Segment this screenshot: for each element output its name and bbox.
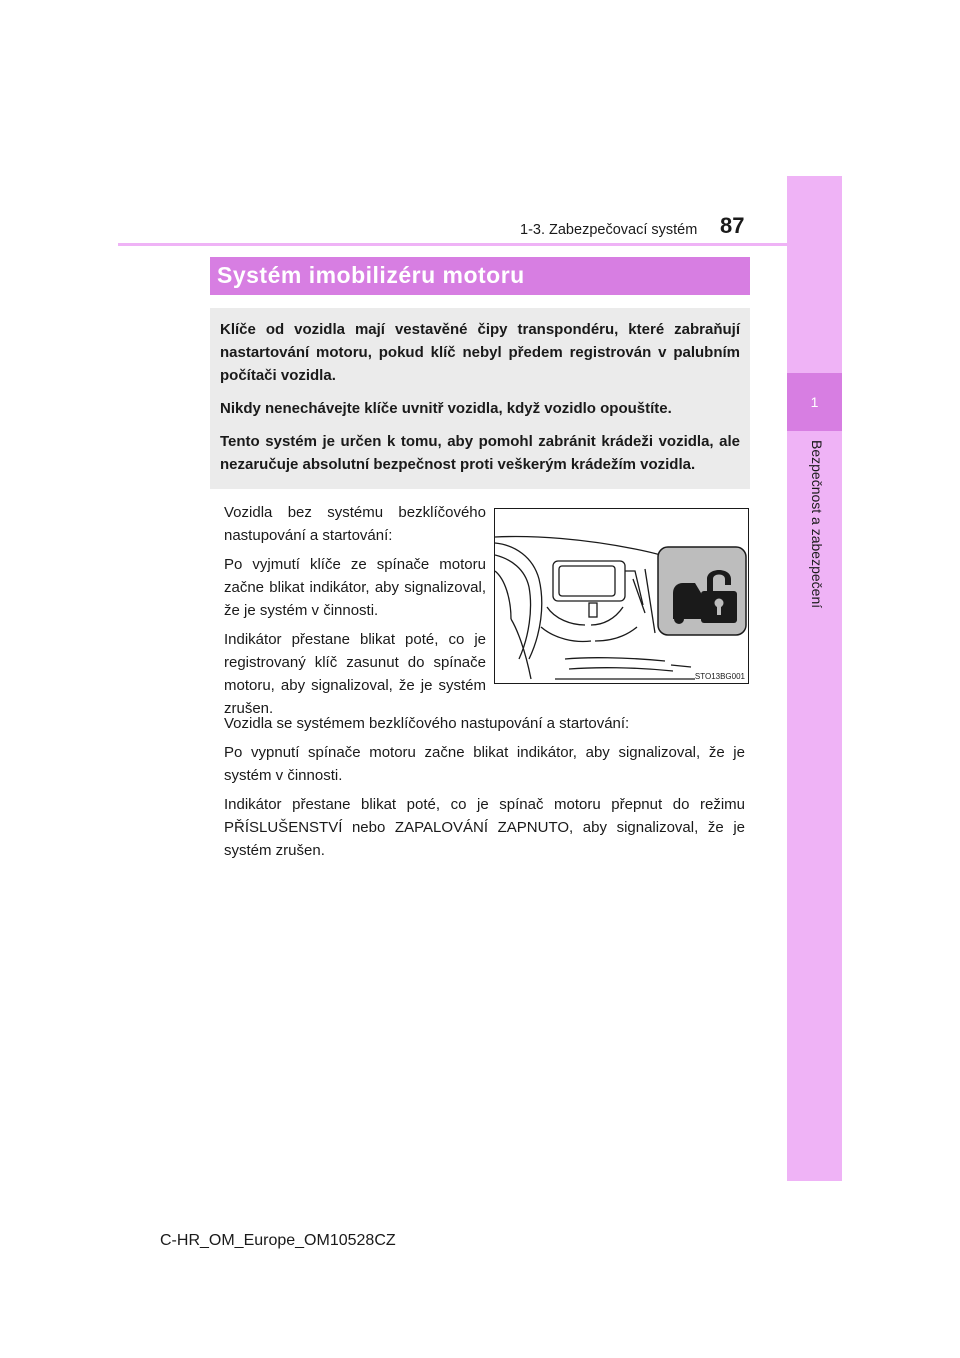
title-bar [210, 257, 750, 295]
body-paragraph: Po vypnutí spínače motoru začne blikat indikátor, aby signalizoval, že je systém v činnosti. [224, 744, 745, 784]
header-divider [118, 243, 787, 246]
body-left-column [224, 501, 486, 726]
chapter-title: Bezpečnost a zabezpečení [809, 440, 825, 609]
body-full-column [224, 712, 745, 868]
chapter-number: 1 [810, 394, 819, 410]
intro-paragraph: Klíče od vozidla mají vestavěné čipy transpondéru, které zabraňují nastartování motoru, pokud klíč nebyl předem registrován v palubním počítači vozidla. [220, 321, 740, 384]
body-paragraph: Vozidla bez systému bezklíčového nastupování a startování: [224, 504, 486, 544]
page-title: Systém imobilizéru motoru [217, 262, 525, 288]
section-title: 1-3. Zabezpečovací systém [520, 222, 698, 238]
figure-code: STO13BG001 [694, 672, 745, 681]
chapter-side-tab [787, 176, 842, 1181]
dashboard-illustration [494, 508, 749, 684]
intro-paragraph: Nikdy nenechávejte klíče uvnitř vozidla, když vozidlo opouštíte. [220, 400, 672, 417]
document-footer: C-HR_OM_Europe_OM10528CZ [160, 1232, 396, 1249]
intro-paragraph: Tento systém je určen k tomu, aby pomohl zabránit krádeži vozidla, ale nezaručuje absolutní bezpečnost proti veškerým krádežím vozidla. [220, 433, 740, 473]
body-paragraph: Vozidla se systémem bezklíčového nastupování a startování: [224, 715, 630, 732]
intro-box [210, 308, 750, 489]
body-paragraph: Po vyjmutí klíče ze spínače motoru začne blikat indikátor, aby signalizoval, že je systém v činnosti. [224, 556, 486, 619]
body-paragraph: Indikátor přestane blikat poté, co je spínač motoru přepnut do režimu PŘÍSLUŠENSTVÍ nebo ZAPALOVÁNÍ ZAPNUTO, aby signalizoval, že je systém zrušen. [224, 796, 745, 859]
page-number: 87 [720, 213, 745, 238]
body-paragraph: Indikátor přestane blikat poté, co je registrovaný klíč zasunut do spínače motoru, aby signalizoval, že je systém zrušen. [224, 631, 486, 717]
dashboard-drawing [495, 509, 748, 683]
